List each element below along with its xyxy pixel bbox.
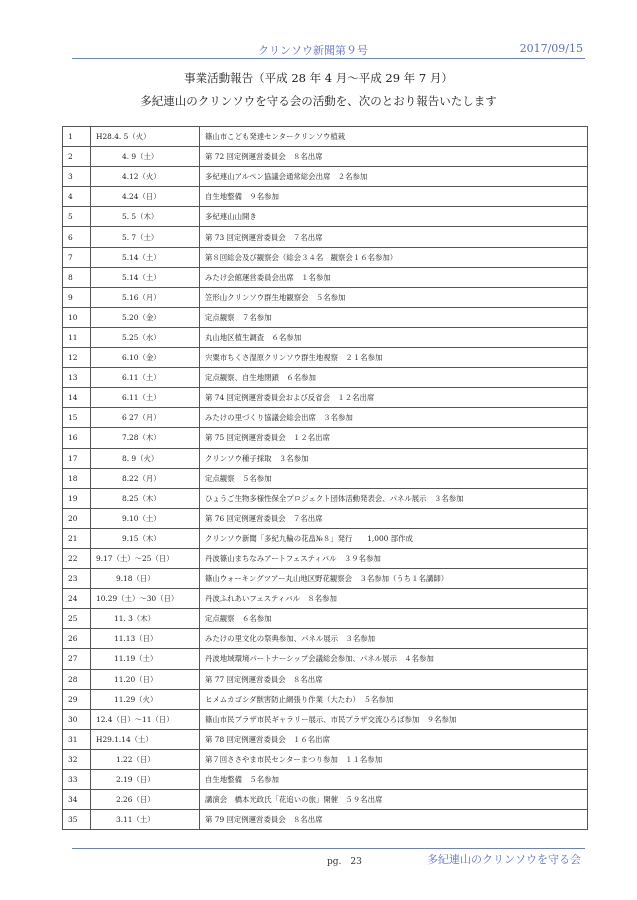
row-activity: 篠山市民プラザ市民ギャラリー展示、市民プラザ交流ひろば参加 ９名参加 [200, 709, 588, 729]
table-row [63, 348, 588, 368]
row-number: 33 [63, 770, 91, 790]
row-number: 24 [63, 589, 91, 609]
row-activity: 丹波地域環境パートナーシップ会議総会参加、パネル展示 ４名参加 [200, 649, 588, 669]
row-date: 7.28（木） [91, 428, 200, 448]
row-number: 21 [63, 528, 91, 548]
row-activity: 多紀連山アルペン協議会通常総会出席 ２名参加 [200, 167, 588, 187]
table-row [63, 287, 588, 307]
row-activity: 宍粟市ちくさ湿原クリンソウ群生地視察 ２１名参加 [200, 348, 588, 368]
table-row [63, 569, 588, 589]
row-number: 31 [63, 729, 91, 749]
row-number: 26 [63, 629, 91, 649]
table-row [63, 508, 588, 528]
row-activity: ヒメムカゴシダ獣害防止網張り作業（大たわ） ５名参加 [200, 689, 588, 709]
row-number: 22 [63, 548, 91, 568]
row-activity: 第７回ささやま市民センターまつり参加 １１名参加 [200, 749, 588, 769]
report-subtitle: 多紀連山のクリンソウを守る会の活動を、次のとおり報告いたします [140, 94, 497, 108]
report-title: 事業活動報告（平成 28 年 4 月～平成 29 年 7 月） [184, 71, 453, 85]
table-row [63, 408, 588, 428]
row-date: 4.24（日） [91, 187, 200, 207]
row-date: 3.11（土） [91, 810, 200, 830]
row-date: 6.10（金） [91, 348, 200, 368]
row-number: 14 [63, 388, 91, 408]
row-date: 9.15（木） [91, 528, 200, 548]
row-number: 13 [63, 368, 91, 388]
row-activity: 自生地整備 ９名参加 [200, 187, 588, 207]
row-number: 5 [63, 207, 91, 227]
row-number: 8 [63, 267, 91, 287]
issue-date: 2017/09/15 [519, 42, 583, 55]
table-row [63, 629, 588, 649]
row-date: 5. 7（土） [91, 227, 200, 247]
row-date: 11.13（日） [91, 629, 200, 649]
row-date: 9.18（日） [91, 569, 200, 589]
table-row [63, 307, 588, 327]
row-number: 29 [63, 689, 91, 709]
row-date: 5.20（金） [91, 307, 200, 327]
table-row [63, 468, 588, 488]
row-activity: 第 74 回定例運営委員会および反省会 １２名出席 [200, 388, 588, 408]
row-number: 6 [63, 227, 91, 247]
row-activity: 第 79 回定例運営委員会 ８名出席 [200, 810, 588, 830]
row-date: 9.17（土）～25（日） [91, 548, 200, 568]
row-activity: 定点観察 ７名参加 [200, 307, 588, 327]
table-row [63, 207, 588, 227]
row-number: 15 [63, 408, 91, 428]
row-activity: 定点観察 ６名参加 [200, 609, 588, 629]
row-number: 1 [63, 127, 91, 147]
footer-rule [72, 848, 585, 849]
row-date: 6 27（月） [91, 408, 200, 428]
row-date: 6.11（土） [91, 388, 200, 408]
table-row [63, 488, 588, 508]
row-date: 9.10（土） [91, 508, 200, 528]
table-row [63, 770, 588, 790]
row-date: 5. 5（木） [91, 207, 200, 227]
row-activity: みたけの里づくり協議会総会出席 ３名参加 [200, 408, 588, 428]
row-activity: 第８回総会及び観察会（総会３４名 観察会１６名参加） [200, 247, 588, 267]
table-row [63, 669, 588, 689]
row-activity: 第 78 回定例運営委員会 １６名出席 [200, 729, 588, 749]
row-number: 17 [63, 448, 91, 468]
row-number: 23 [63, 569, 91, 589]
row-number: 2 [63, 147, 91, 167]
row-activity: 篠山ウォーキングツアー丸山地区野花観察会 ３名参加（うち１名講師） [200, 569, 588, 589]
row-activity: クリンソウ新聞「多紀九輪の花畠№８」発行 1,000 部作成 [200, 528, 588, 548]
table-row [63, 428, 588, 448]
table-row [63, 528, 588, 548]
row-activity: 定点観察、自生地閉鎖 ６名参加 [200, 368, 588, 388]
row-date: 2.19（日） [91, 770, 200, 790]
row-date: 11. 3（木） [91, 609, 200, 629]
row-activity: 第 76 回定例運営委員会 ７名出席 [200, 508, 588, 528]
row-date: 4.12（火） [91, 167, 200, 187]
table-row [63, 749, 588, 769]
table-row [63, 227, 588, 247]
row-date: 5.25（水） [91, 327, 200, 347]
page-number: pg. 23 [327, 857, 362, 867]
row-activity: みたけの里文化の祭典参加、パネル展示 ３名参加 [200, 629, 588, 649]
table-row [63, 448, 588, 468]
table-row [63, 810, 588, 830]
row-number: 10 [63, 307, 91, 327]
row-number: 16 [63, 428, 91, 448]
row-activity: 篠山市こども発達センタークリンソウ植栽 [200, 127, 588, 147]
table-row [63, 147, 588, 167]
table-row [63, 247, 588, 267]
row-date: 12.4（日）～11（日） [91, 709, 200, 729]
row-number: 7 [63, 247, 91, 267]
row-date: 11.20（日） [91, 669, 200, 689]
table-row [63, 267, 588, 287]
row-activity: 第 75 回定例運営委員会 １２名出席 [200, 428, 588, 448]
row-date: 11.29（火） [91, 689, 200, 709]
table-row [63, 187, 588, 207]
activity-table-body [63, 127, 588, 830]
table-row [63, 790, 588, 810]
row-date: H28.4. 5（火） [91, 127, 200, 147]
row-number: 35 [63, 810, 91, 830]
page-header [72, 38, 585, 59]
table-row [63, 709, 588, 729]
row-date: 5.16（月） [91, 287, 200, 307]
table-row [63, 167, 588, 187]
row-activity: 第 72 回定例運営委員会 ８名出席 [200, 147, 588, 167]
row-date: 6.11（土） [91, 368, 200, 388]
row-activity: ひょうご生物多様性保全プロジェクト団体活動発表会、パネル展示 ３名参加 [200, 488, 588, 508]
row-number: 25 [63, 609, 91, 629]
row-number: 12 [63, 348, 91, 368]
table-row [63, 589, 588, 609]
row-activity: 丹波篠山まちなみアートフェスティバル ３９名参加 [200, 548, 588, 568]
table-row [63, 729, 588, 749]
row-number: 32 [63, 749, 91, 769]
table-row [63, 327, 588, 347]
row-activity: 丸山地区植生調査 ６名参加 [200, 327, 588, 347]
row-activity: クリンソウ種子採取 ３名参加 [200, 448, 588, 468]
row-date: 11.19（土） [91, 649, 200, 669]
row-activity: 定点観察 ５名参加 [200, 468, 588, 488]
row-date: 1.22（日） [91, 749, 200, 769]
newsletter-title: クリンソウ新聞第９号 [258, 44, 368, 57]
table-row [63, 127, 588, 147]
row-date: 5.14（土） [91, 267, 200, 287]
row-date: 8.22（月） [91, 468, 200, 488]
row-activity: 第 77 回定例運営委員会 ８名出席 [200, 669, 588, 689]
table-row [63, 609, 588, 629]
table-row [63, 388, 588, 408]
row-activity: 講演会 橋本光政氏「花追いの旅」開催 ５９名出席 [200, 790, 588, 810]
organization-name: 多紀連山のクリンソウを守る会 [427, 853, 581, 866]
row-date: 4. 9（土） [91, 147, 200, 167]
row-number: 19 [63, 488, 91, 508]
row-number: 11 [63, 327, 91, 347]
table-row [63, 368, 588, 388]
table-row [63, 548, 588, 568]
row-activity: 笠形山クリンソウ群生地観察会 ５名参加 [200, 287, 588, 307]
row-date: 2.26（日） [91, 790, 200, 810]
row-date: 5.14（土） [91, 247, 200, 267]
row-activity: 第 73 回定例運営委員会 ７名出席 [200, 227, 588, 247]
table-row [63, 649, 588, 669]
row-number: 30 [63, 709, 91, 729]
row-activity: 多紀連山山開き [200, 207, 588, 227]
row-number: 27 [63, 649, 91, 669]
row-activity: みたけ会館運営委員会出席 １名参加 [200, 267, 588, 287]
row-number: 4 [63, 187, 91, 207]
row-activity: 自生地整備 ５名参加 [200, 770, 588, 790]
row-number: 34 [63, 790, 91, 810]
row-date: 8.25（木） [91, 488, 200, 508]
row-date: H29.1.14（土） [91, 729, 200, 749]
row-number: 28 [63, 669, 91, 689]
row-number: 18 [63, 468, 91, 488]
row-number: 20 [63, 508, 91, 528]
activity-table [62, 126, 588, 830]
row-date: 8. 9（火） [91, 448, 200, 468]
row-number: 3 [63, 167, 91, 187]
row-date: 10.29（土）～30（日） [91, 589, 200, 609]
row-activity: 丹波ふれあいフェスティバル ８名参加 [200, 589, 588, 609]
table-row [63, 689, 588, 709]
row-number: 9 [63, 287, 91, 307]
